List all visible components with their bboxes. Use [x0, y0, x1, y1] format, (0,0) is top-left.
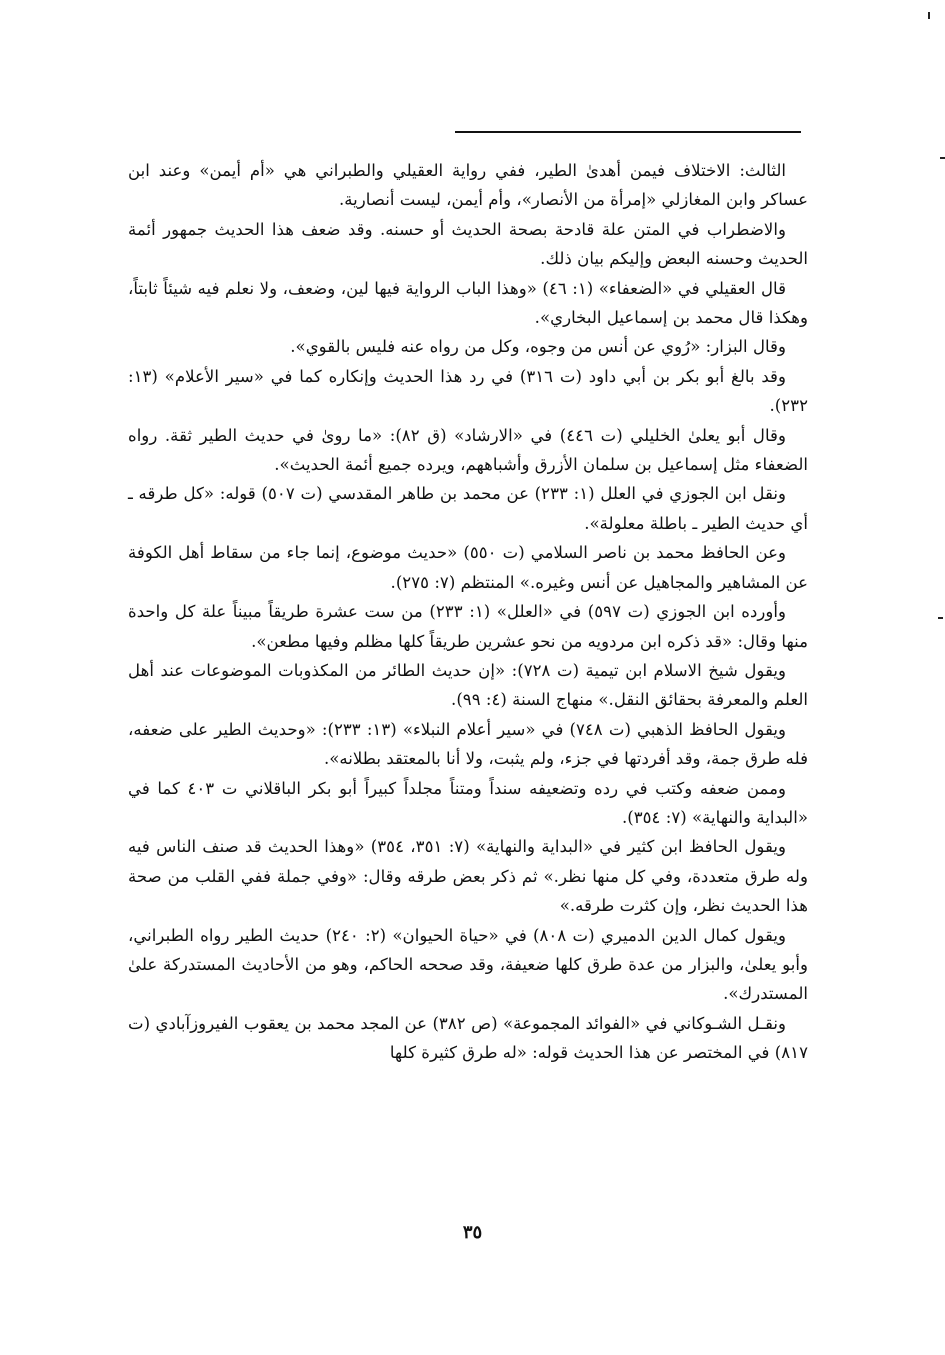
paragraph-salami: وعن الحافظ محمد بن ناصر السلامي (ت ٥٥٠) «حديث موضوع، إنما جاء من سقاط أهل الكوفة عن المشاهير والمجاهيل عن أنس وغيره.» المنتظم (٧: ٢٧٥).	[128, 543, 808, 592]
paragraph-ibn-taymiyya: ويقول شيخ الاسلام ابن تيمية (ت ٧٢٨): «إن حديث الطائر من المكذوبات الموضوعات عند أهل العلم والمعرفة بحقائق النقل.» منهاج السنة (٤: ٩٩).	[128, 660, 808, 710]
scan-mark-mid	[938, 617, 943, 619]
paragraph-damiri: ويقول كمال الدين الدميري (ت ٨٠٨) في «حياة الحيوان» (٢: ٢٤٠) حديث الطير رواه الطبراني، وأبو يعلىٰ، والبزار من عدة طرق كلها ضعيفة، وقد صححه الحاكم، وهو من الأحاديث المستدركة علىٰ المستدرك».	[128, 925, 808, 1004]
paragraph-bazzar: وقال البزار: «رُوي عن أنس من وجوه، وكل من رواه عنه فليس بالقوي».	[290, 337, 786, 357]
paragraph-ibn-kathir: ويقول الحافظ ابن كثير في «البداية والنهاية» (٧: ٣٥١، ٣٥٤) «وهذا الحديث قد صنف الناس فيه وله طرق متعددة، وفي كل منها نظر.» ثم ذكر بعض طرقه وقال: «وفي جملة ففي القلب من صحة هذا الحديث نظر، وإن كثرت طرقه.»	[128, 837, 808, 916]
paragraph-ibn-abi-dawud: وقد بالغ أبو بكر بن أبي داود (ت ٣١٦) في رد هذا الحديث وإنكاره كما في «سير الأعلام» (١٣: ٢٣٢).	[128, 366, 808, 416]
paragraph-uqayli: قال العقيلي في «الضعفاء» (١: ٤٦) «وهذا الباب الرواية فيها لين، وضعف، ولا نعلم فيه شيئاً ثابتاً، وهكذا قال محمد بن إسماعيل البخاري».	[128, 278, 808, 328]
paragraph-third-point: الثالث: الاختلاف فيمن أهدىٰ الطير، ففي رواية العقيلي والطبراني هي «أم أيمن» وعند ابن عساكر وابن المغازلي «إمرأة من الأنصار»، وأم أيمن، ليست أنصارية.	[128, 161, 808, 210]
page-number: ٣٥	[462, 1222, 483, 1243]
paragraph-ibn-jawzi-maqdisi: ونقل ابن الجوزي في العلل (١: ٢٣٣) عن محمد بن طاهر المقدسي (ت ٥٠٧) قوله: «كل طرقه ـ أي حديث الطير ـ باطلة معلولة».	[128, 484, 808, 533]
paragraph-dhahabi: ويقول الحافظ الذهبي (ت ٧٤٨) في «سير أعلام النبلاء» (١٣: ٢٣٣): «وحديث الطير على ضعفه، فله طرق جمة، وقد أفردتها في جزء، ولم يثبت، ولا أنا بالمعتقد بطلانه».	[128, 719, 808, 769]
scan-mark-right	[940, 157, 945, 159]
paragraph-shawkani: ونقـل الشـوكاني في «الفوائد المجموعة» (ص ٣٨٢) عن المجد محمد بن يعقوب الفيروزآبادي (ت ٨١٧) في المختصر عن هذا الحديث قوله: «له طرق كثيرة كلها	[128, 1013, 808, 1063]
paragraph-khalili: وقال أبو يعلىٰ الخليلي (ت ٤٤٦) في «الارشاد» (ق ٨٢): «ما روىٰ في حديث الطير ثقة. رواه الضعفاء مثل إسماعيل بن سلمان الأزرق وأشباههم، ويرده جميع أئمة الحديث».	[128, 425, 808, 475]
body-text	[128, 156, 808, 1068]
footnote-separator-rule	[455, 131, 801, 133]
paragraph-ibn-jawzi-ilal: وأورده ابن الجوزي (ت ٥٩٧) في «العلل» (١: ٢٣٣) من ست عشرة طريقاً مبيناً علة كل واحدة منها وقال: «قد ذكره ابن مردويه من نحو عشرين طريقاً كلها مظلم وفيها مطعن».	[128, 602, 808, 651]
scan-mark-top	[928, 12, 930, 19]
paragraph-text-disturbance: والاضطراب في المتن علة قادحة بصحة الحديث أو حسنه. وقد ضعف هذا الحديث جمهور أئمة الحديث وحسنه البعض وإليكم بيان ذلك.	[128, 219, 808, 269]
paragraph-baqillani: وممن ضعفه وكتب في رده وتضعيفه سنداً ومتناً مجلداً كبيراً أبو بكر الباقلاني ت ٤٠٣ كما في «البداية والنهاية» (٧: ٣٥٤).	[128, 778, 808, 827]
